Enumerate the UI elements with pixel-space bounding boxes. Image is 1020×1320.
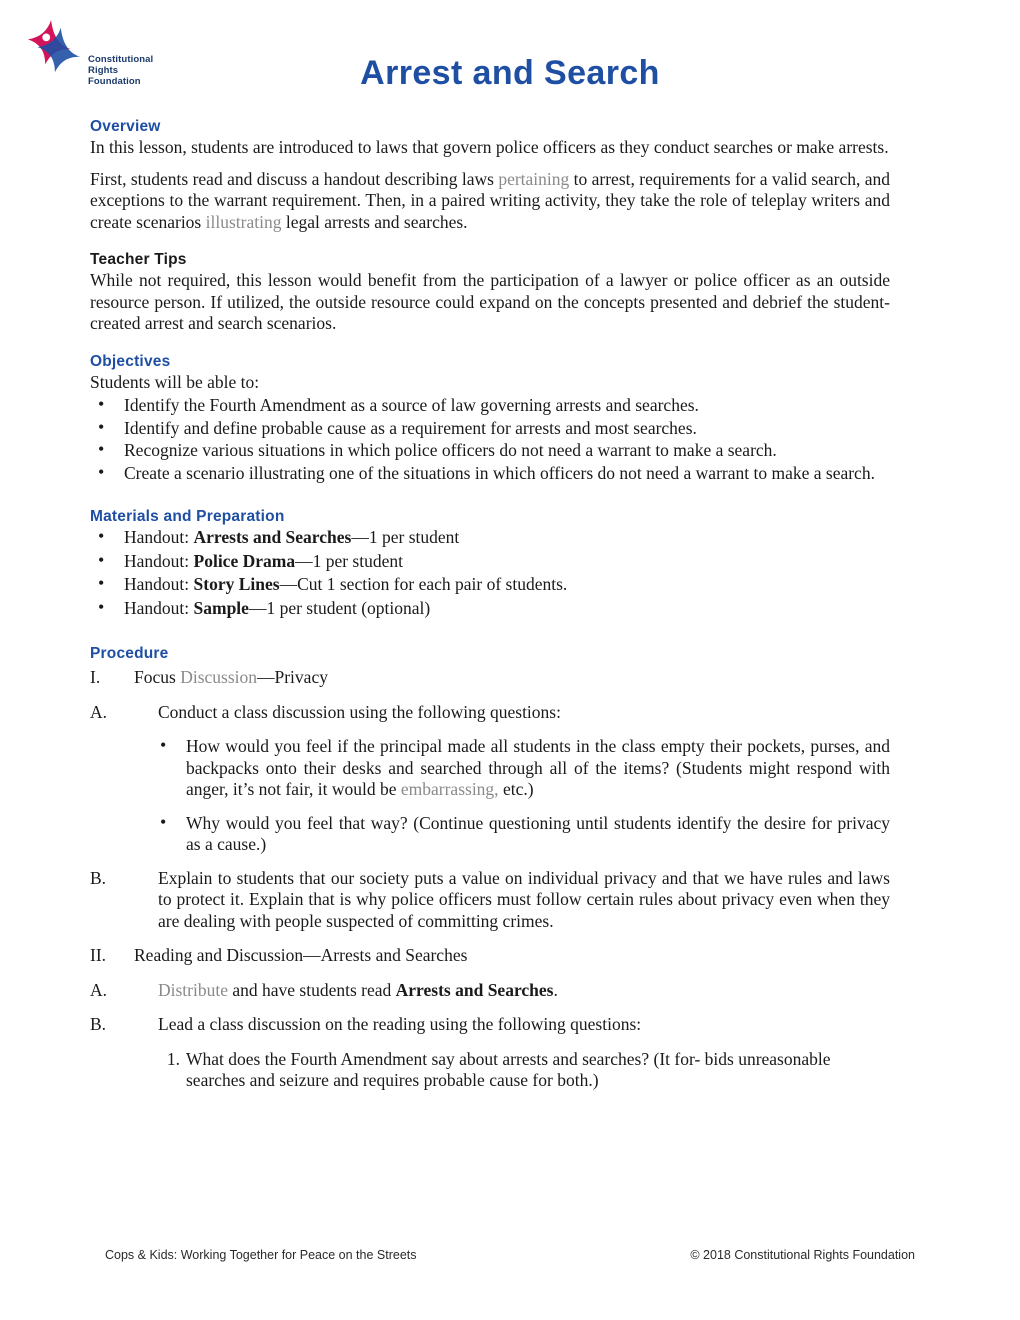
- procedure-item-a-2: [90, 980, 890, 1002]
- material-prefix: Handout:: [124, 527, 194, 547]
- procedure-text-faded: Discussion: [180, 667, 257, 687]
- procedure-text-b: etc.): [498, 779, 534, 799]
- section-heading-teacher-tips: Teacher Tips: [90, 251, 187, 268]
- procedure-marker: A.: [90, 979, 108, 1000]
- procedure-text-a: Why would you feel that way? (Continue questioning until students identify the desire for privacy as a cause.): [186, 812, 890, 854]
- material-prefix: Handout:: [124, 597, 194, 618]
- page-footer: [105, 1248, 915, 1262]
- page-title: Arrest and Search: [360, 54, 660, 92]
- procedure-marker: 1.: [166, 1048, 180, 1069]
- procedure-text-a: Focus: [134, 667, 181, 687]
- overview-p2-part-b: to arrest, requirements for a valid search, and exceptions to the warrant requirement. Then, in a paired writing activity, they take the role of teleplay writers and create scenarios: [90, 168, 890, 232]
- procedure-item-roman-1: [90, 667, 890, 689]
- procedure-marker: B.: [90, 1014, 107, 1034]
- list-item: • Identify the Fourth Amendment as a source of law governing arrests and searches.: [90, 395, 890, 417]
- document-body: [90, 118, 890, 1102]
- material-title: Story Lines: [193, 574, 280, 594]
- procedure-marker: II.: [90, 945, 107, 965]
- procedure-text-a: and have students read: [228, 979, 396, 1000]
- procedure-text-faded: Distribute: [158, 979, 228, 1000]
- objectives-list: [90, 395, 890, 484]
- procedure-item-b-2: [90, 1014, 890, 1036]
- material-title: Arrests and Searches: [193, 527, 352, 547]
- overview-p2-faded-1: pertaining: [498, 168, 570, 189]
- procedure-bullet-2: [90, 813, 890, 856]
- objectives-lead: Students will be able to:: [90, 371, 260, 392]
- overview-p2-faded-2: illustrating: [205, 211, 282, 232]
- section-heading-materials: Materials and Preparation: [90, 508, 285, 525]
- list-item: • Recognize various situations in which police officers do not need a warrant to make a search.: [90, 440, 890, 462]
- material-suffix: —1 per student (optional): [248, 597, 431, 618]
- list-item: [90, 551, 890, 573]
- procedure-question-1: [90, 1049, 890, 1092]
- procedure-marker: B.: [90, 867, 107, 888]
- footer-right-text: © 2018 Constitutional Rights Foundation: [690, 1248, 915, 1262]
- procedure-list: [90, 667, 890, 1092]
- procedure-text-a: Reading and Discussion—Arrests and Searches: [134, 945, 468, 965]
- list-item: • Create a scenario illustrating one of the situations in which officers do not need a warrant to make a search.: [90, 463, 890, 485]
- procedure-text-a: How would you feel if the principal made all students in the class empty their pockets, purses, and backpacks onto their desks and searched through all of the items? (Students might respond with anger, it’s not fair, it would be: [186, 736, 890, 799]
- logo-line-3: Foundation: [88, 76, 141, 87]
- procedure-text-faded: embarrassing,: [400, 779, 499, 799]
- procedure-marker: I.: [90, 667, 101, 687]
- footer-left-text: Cops & Kids: Working Together for Peace on the Streets: [105, 1248, 417, 1262]
- list-item: [90, 527, 890, 549]
- material-suffix: —Cut 1 section for each pair of students.: [279, 574, 568, 594]
- procedure-marker: A.: [90, 701, 108, 722]
- material-title: Police Drama: [193, 550, 296, 571]
- overview-p2-part-a: First, students read and discuss a handout describing laws: [90, 168, 499, 189]
- list-item: • Identify and define probable cause as a requirement for arrests and most searches.: [90, 418, 890, 440]
- material-suffix: —1 per student: [351, 527, 460, 547]
- procedure-item-a-1: [90, 702, 890, 724]
- procedure-handout-title: Arrests and Searches: [395, 979, 554, 1000]
- procedure-item-b-1: [90, 868, 890, 933]
- logo-line-1: Constitutional: [88, 54, 154, 65]
- overview-p2-part-c: legal arrests and searches.: [281, 211, 468, 232]
- procedure-text-a: What does the Fourth Amendment say about arrests and searches? (It for- bids unreasonable searches and seizure and requires probable cause for both.): [186, 1048, 831, 1090]
- section-heading-objectives: Objectives: [90, 352, 171, 370]
- procedure-text-a: Explain to students that our society puts a value on individual privacy and that we have rules and laws to protect it. Explain that is why police officers must follow certain rules about privacy even when they are dealing with people suspected of committing crimes.: [158, 867, 890, 931]
- material-prefix: Handout:: [124, 550, 194, 571]
- teacher-tips-paragraph: While not required, this lesson would benefit from the participation of a lawyer or police officer as an outside resource person. If utilized, the outside resource could expand on the concepts presented and debrief the student-created arrest and search scenarios.: [90, 270, 890, 333]
- overview-paragraph-2: [90, 169, 890, 234]
- procedure-item-roman-2: [90, 945, 890, 967]
- material-prefix: Handout:: [124, 574, 194, 594]
- document-header: [0, 0, 1020, 110]
- material-title: Sample: [193, 597, 249, 618]
- overview-paragraph-1: In this lesson, students are introduced to laws that govern police officers as they conduct searches or make arrests.: [90, 137, 889, 157]
- logo-line-2: Rights: [88, 65, 119, 76]
- list-item: [90, 574, 890, 596]
- procedure-text-a: Conduct a class discussion using the following questions:: [158, 701, 561, 722]
- list-item: [90, 598, 890, 620]
- procedure-text-b: —Privacy: [257, 667, 328, 687]
- material-suffix: —1 per student: [295, 550, 403, 571]
- section-heading-overview: Overview: [90, 118, 161, 135]
- procedure-text-a: Lead a class discussion on the reading using the following questions:: [158, 1014, 642, 1034]
- procedure-text-b: .: [553, 979, 558, 1000]
- procedure-bullet-1: [90, 736, 890, 801]
- section-heading-procedure: Procedure: [90, 645, 169, 662]
- materials-list: [90, 527, 890, 619]
